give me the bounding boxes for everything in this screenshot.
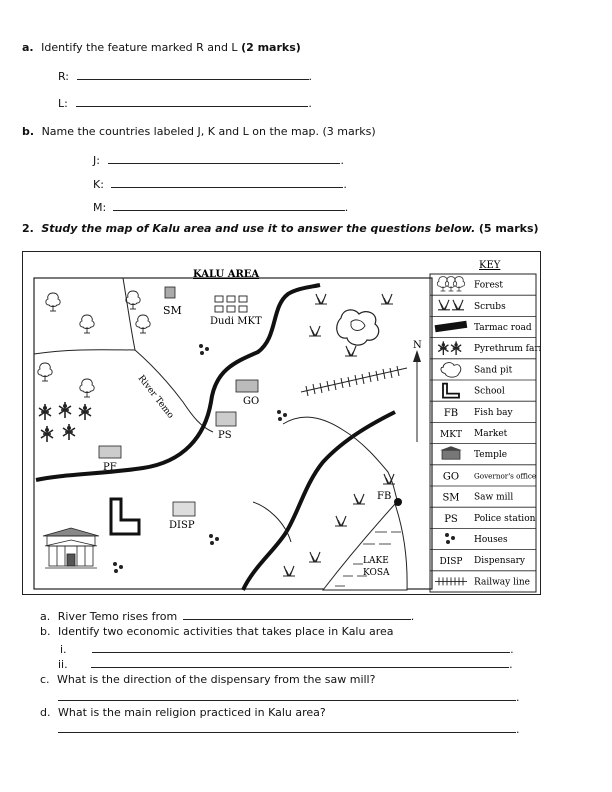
- dispensary-icon: [173, 502, 195, 516]
- key-row: [435, 577, 530, 587]
- question-text: Identify two economic activities that takes place in Kalu area: [57, 625, 394, 638]
- houses-icon: [113, 562, 123, 573]
- question-1a: [22, 41, 301, 54]
- answer-label-m: M:: [93, 201, 107, 214]
- key-label: Railway line: [474, 577, 530, 588]
- question-letter: b.: [40, 625, 51, 638]
- key-label: Forest: [474, 280, 504, 291]
- railway-ties: [306, 366, 399, 396]
- question-2d: [40, 706, 326, 719]
- lake-label: LAKE: [363, 556, 389, 566]
- pf-label: PF: [103, 462, 117, 473]
- question-text: What is the main religion practiced in Kalu area?: [57, 706, 326, 719]
- sand-pit-inner: [351, 320, 365, 331]
- pyrethrum-icon: [39, 404, 51, 420]
- period: .: [510, 643, 514, 656]
- period: .: [516, 723, 520, 736]
- key-row: [435, 321, 532, 333]
- forest-tree-icon: [136, 315, 150, 333]
- question-text: Name the countries labeled J, K and L on the map. (3 marks): [41, 125, 376, 138]
- key-row: [440, 429, 508, 440]
- question-marks: (2 marks): [241, 41, 301, 54]
- pyrethrum-icon: [438, 341, 461, 355]
- pyrethrum-icon: [63, 424, 75, 440]
- houses-icon: [199, 344, 209, 355]
- question-letter: c.: [40, 673, 50, 686]
- sand-pit-icon: [441, 363, 461, 378]
- answer-label-l: L:: [58, 97, 68, 110]
- houses-icon: [445, 533, 455, 544]
- key-row: [440, 556, 526, 567]
- answer-line-k[interactable]: [111, 177, 343, 188]
- key-label: School: [474, 386, 505, 397]
- houses-icon: [209, 534, 219, 545]
- answer-line-2b-i[interactable]: [92, 642, 510, 653]
- fb-label: FB: [377, 491, 392, 502]
- key-label: Dispensary: [474, 556, 525, 567]
- ps-label: PS: [218, 430, 232, 441]
- forest-tree-icon: [46, 293, 60, 311]
- key-row: [443, 471, 536, 482]
- key-row: [441, 363, 513, 378]
- question-number: 2.: [22, 222, 34, 235]
- question-letter: d.: [40, 706, 51, 719]
- roman-ii: ii.: [58, 658, 68, 671]
- answer-line-j[interactable]: [108, 153, 340, 164]
- question-text: River Temo rises from: [57, 610, 178, 623]
- answer-line-2b-ii[interactable]: [91, 657, 509, 668]
- key-row: [444, 514, 535, 525]
- north-arrow-head: [413, 350, 421, 362]
- key-symbol: FB: [443, 407, 459, 419]
- scrub-icon: [345, 346, 357, 356]
- period: .: [516, 691, 520, 704]
- river-temo: [34, 350, 213, 432]
- temple-icon: [440, 446, 462, 459]
- answer-label-r: R:: [58, 70, 70, 83]
- question-2c: [40, 673, 375, 686]
- key-row: [437, 277, 503, 291]
- police-station-icon: [216, 412, 236, 426]
- question-letter: b.: [22, 125, 35, 138]
- disp-label: DISP: [169, 520, 195, 531]
- question-letter: a.: [22, 41, 34, 54]
- answer-line-2c[interactable]: [58, 690, 516, 701]
- scrub-icon: [381, 294, 393, 304]
- river-temo-label: River Temo: [135, 373, 176, 421]
- answer-line-2d[interactable]: [58, 722, 516, 733]
- key-row: [445, 533, 508, 545]
- north-label: N: [413, 340, 422, 351]
- answer-label-j: J:: [93, 154, 100, 167]
- key-row: [438, 341, 540, 355]
- forest-tree-icon: [80, 315, 94, 333]
- question-letter: a.: [40, 610, 51, 623]
- period: .: [509, 658, 513, 671]
- scrub-icon: [309, 552, 321, 562]
- school-icon: [443, 384, 459, 398]
- pyrethrum-icon: [59, 402, 71, 418]
- question-1b: [22, 125, 376, 138]
- key-label: Tarmac road: [474, 323, 532, 333]
- scrub-icon: [283, 566, 295, 576]
- tree-icon: [437, 277, 464, 291]
- saw-mill-icon: [165, 287, 175, 298]
- school-icon: [111, 499, 139, 534]
- key-label: Governor's office: [474, 471, 537, 481]
- period: .: [410, 610, 415, 623]
- answer-2b-ii: [58, 657, 513, 671]
- answer-label-k: K:: [93, 178, 104, 191]
- key-rows: [430, 277, 540, 588]
- key-symbol: SM: [442, 492, 460, 504]
- pyrethrum-icon: [41, 426, 53, 442]
- map-drawing: [23, 252, 540, 594]
- key-label: Market: [474, 429, 508, 439]
- railway-icon: [435, 577, 467, 585]
- minor-road: [123, 278, 135, 350]
- temple-icon: [43, 528, 99, 568]
- scrub-icon: [309, 326, 321, 336]
- period: .: [308, 70, 313, 83]
- kalu-area-map: [22, 251, 541, 595]
- question-2b: [40, 625, 393, 638]
- key-label: Scrubs: [474, 301, 506, 312]
- answer-2c: [58, 690, 520, 704]
- period: .: [344, 201, 349, 214]
- answer-2b-i: [60, 642, 514, 656]
- key-row: [444, 408, 514, 419]
- sm-label: SM: [163, 304, 182, 317]
- dudi-mkt-label: Dudi MKT: [210, 316, 262, 327]
- key-symbol: PS: [444, 513, 458, 525]
- answer-r: [58, 69, 312, 83]
- key-symbol: DISP: [439, 557, 463, 568]
- key-symbol: MKT: [440, 430, 462, 440]
- key-row: [442, 493, 513, 504]
- market-icon: [215, 296, 247, 312]
- question-instruction: Study the map of Kalu area and use it to answer the questions below.: [41, 222, 476, 235]
- scrub-icon: [383, 474, 395, 484]
- kosa-label: KOSA: [363, 568, 390, 578]
- houses-icon: [277, 410, 287, 421]
- answer-m: [93, 200, 348, 214]
- question-marks: (5 marks): [478, 222, 539, 235]
- key-label: Police station: [474, 513, 536, 524]
- answer-line-2a[interactable]: [183, 609, 411, 620]
- sand-pit-icon: [337, 310, 379, 345]
- fish-bay-dot: [394, 498, 402, 506]
- key-row: [440, 446, 507, 460]
- key-symbol: GO: [442, 471, 460, 483]
- question-2a: [40, 609, 414, 623]
- key-row: [443, 384, 505, 398]
- period: .: [343, 178, 347, 191]
- key-label: Saw mill: [474, 492, 514, 503]
- answer-j: [93, 153, 344, 167]
- scrub-icon: [438, 300, 464, 310]
- key-label: Houses: [474, 535, 508, 545]
- question-2: [22, 222, 539, 235]
- scrub-icon: [335, 516, 347, 526]
- scrub-icon: [315, 294, 327, 304]
- go-label: GO: [243, 396, 260, 407]
- key-row: [438, 300, 506, 312]
- key-label: Pyrethrum farm: [474, 344, 540, 355]
- forest-tree-icon: [80, 379, 94, 397]
- question-text: Identify the feature marked R and L: [41, 41, 242, 54]
- answer-line-l[interactable]: [76, 96, 308, 107]
- scrub-icon: [353, 494, 365, 504]
- pyrethrum-icon: [79, 404, 91, 420]
- roman-i: i.: [60, 643, 67, 656]
- period: .: [340, 154, 344, 167]
- period: .: [308, 97, 312, 110]
- answer-l: [58, 96, 312, 110]
- forest-tree-icon: [38, 363, 52, 381]
- key-label: Temple: [474, 450, 508, 461]
- map-title: KALU AREA: [193, 269, 260, 280]
- answer-line-r[interactable]: [77, 69, 309, 80]
- governors-office-icon: [236, 380, 258, 392]
- tarmac-road-icon: [435, 321, 468, 332]
- pf-icon: [99, 446, 121, 458]
- key-label: Sand pit: [474, 365, 513, 376]
- key-title: KEY: [479, 260, 501, 271]
- answer-2d: [58, 722, 520, 736]
- question-text: What is the direction of the dispensary from the saw mill?: [57, 673, 376, 686]
- answer-k: [93, 177, 347, 191]
- key-label: Fish bay: [474, 407, 513, 418]
- answer-line-m[interactable]: [113, 200, 345, 211]
